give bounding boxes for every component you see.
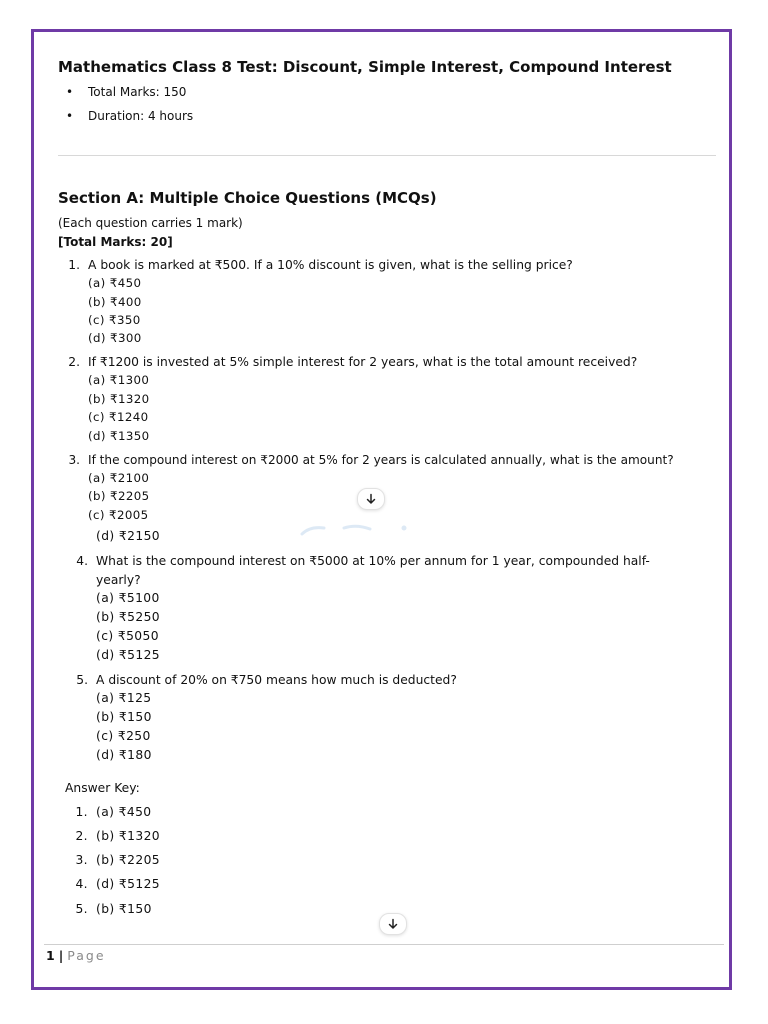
- question-text: A book is marked at ₹500. If a 10% discount is given, what is the selling price?: [88, 258, 573, 272]
- arrow-down-icon: [387, 918, 399, 930]
- bullet-dot: •: [66, 85, 74, 99]
- page-separator: |: [58, 948, 64, 963]
- option-a: (a) ₹1300: [88, 373, 150, 387]
- duration-bullet: [66, 109, 194, 123]
- option-d: (d) ₹180: [96, 748, 152, 762]
- divider: [58, 155, 716, 156]
- arrow-down-icon: [365, 493, 377, 505]
- answer-text: (a) ₹450: [96, 805, 152, 819]
- question-text: What is the compound interest on ₹5000 at 10% per annum for 1 year, compounded half-: [96, 554, 650, 568]
- question-5: [76, 673, 457, 687]
- page-number: 1: [46, 948, 55, 963]
- answer-item: [75, 853, 161, 867]
- option-d: (d) ₹300: [88, 331, 142, 345]
- total-marks-note: [Total Marks: 20]: [58, 235, 173, 249]
- answer-number: 5.: [75, 902, 88, 916]
- option-b: (b) ₹1320: [88, 392, 150, 406]
- question-number: 5.: [76, 673, 88, 687]
- option-a: (a) ₹125: [96, 691, 152, 705]
- question-2: [68, 355, 638, 369]
- marks-note: (Each question carries 1 mark): [58, 216, 243, 230]
- scroll-down-button[interactable]: [357, 488, 385, 510]
- answer-text: (b) ₹1320: [96, 829, 161, 843]
- option-a: (a) ₹5100: [96, 591, 160, 605]
- option-c: (c) ₹250: [96, 729, 151, 743]
- option-c: (c) ₹1240: [88, 410, 149, 424]
- option-b: (b) ₹150: [96, 710, 152, 724]
- answer-item: [75, 902, 152, 916]
- question-text: If ₹1200 is invested at 5% simple interest for 2 years, what is the total amount received?: [88, 355, 638, 369]
- answer-number: 1.: [75, 805, 88, 819]
- question-4: [76, 554, 650, 568]
- option-b: (b) ₹5250: [96, 610, 161, 624]
- option-c: (c) ₹5050: [96, 629, 159, 643]
- question-number: 4.: [76, 554, 88, 568]
- option-c: (c) ₹2005: [88, 508, 149, 522]
- page-footer: [46, 948, 106, 963]
- answer-key-title: Answer Key:: [65, 781, 140, 795]
- answer-text: (d) ₹5125: [96, 877, 161, 891]
- answer-item: [75, 877, 161, 891]
- option-a: (a) ₹2100: [88, 471, 150, 485]
- option-d: (d) ₹2150: [96, 529, 161, 543]
- option-b: (b) ₹2205: [88, 489, 150, 503]
- question-number: 3.: [68, 453, 80, 467]
- bullet-dot: •: [66, 109, 74, 123]
- answer-text: (b) ₹150: [96, 902, 152, 916]
- option-d: (d) ₹1350: [88, 429, 150, 443]
- question-4-line-2: yearly?: [96, 573, 141, 587]
- option-d: (d) ₹5125: [96, 648, 161, 662]
- answer-text: (b) ₹2205: [96, 853, 161, 867]
- question-text: If the compound interest on ₹2000 at 5% for 2 years is calculated annually, what is the amount?: [88, 453, 674, 467]
- option-a: (a) ₹450: [88, 276, 142, 290]
- answer-number: 3.: [75, 853, 88, 867]
- section-a-title: Section A: Multiple Choice Questions (MCQs): [58, 189, 437, 207]
- total-marks-text: Total Marks: 150: [88, 85, 187, 99]
- answer-item: [75, 805, 152, 819]
- scroll-down-button[interactable]: [379, 913, 407, 935]
- option-b: (b) ₹400: [88, 295, 142, 309]
- answer-number: 4.: [75, 877, 88, 891]
- footer-divider: [44, 944, 724, 945]
- question-1: [68, 258, 573, 272]
- option-c: (c) ₹350: [88, 313, 141, 327]
- page-label: Page: [67, 948, 106, 963]
- duration-text: Duration: 4 hours: [88, 109, 194, 123]
- document-title: Mathematics Class 8 Test: Discount, Simple Interest, Compound Interest: [58, 58, 672, 76]
- question-text: A discount of 20% on ₹750 means how much is deducted?: [96, 673, 457, 687]
- question-number: 2.: [68, 355, 80, 369]
- question-3: [68, 453, 674, 467]
- total-marks-bullet: [66, 85, 187, 99]
- answer-number: 2.: [75, 829, 88, 843]
- question-number: 1.: [68, 258, 80, 272]
- answer-item: [75, 829, 161, 843]
- faint-watermark: [300, 520, 412, 538]
